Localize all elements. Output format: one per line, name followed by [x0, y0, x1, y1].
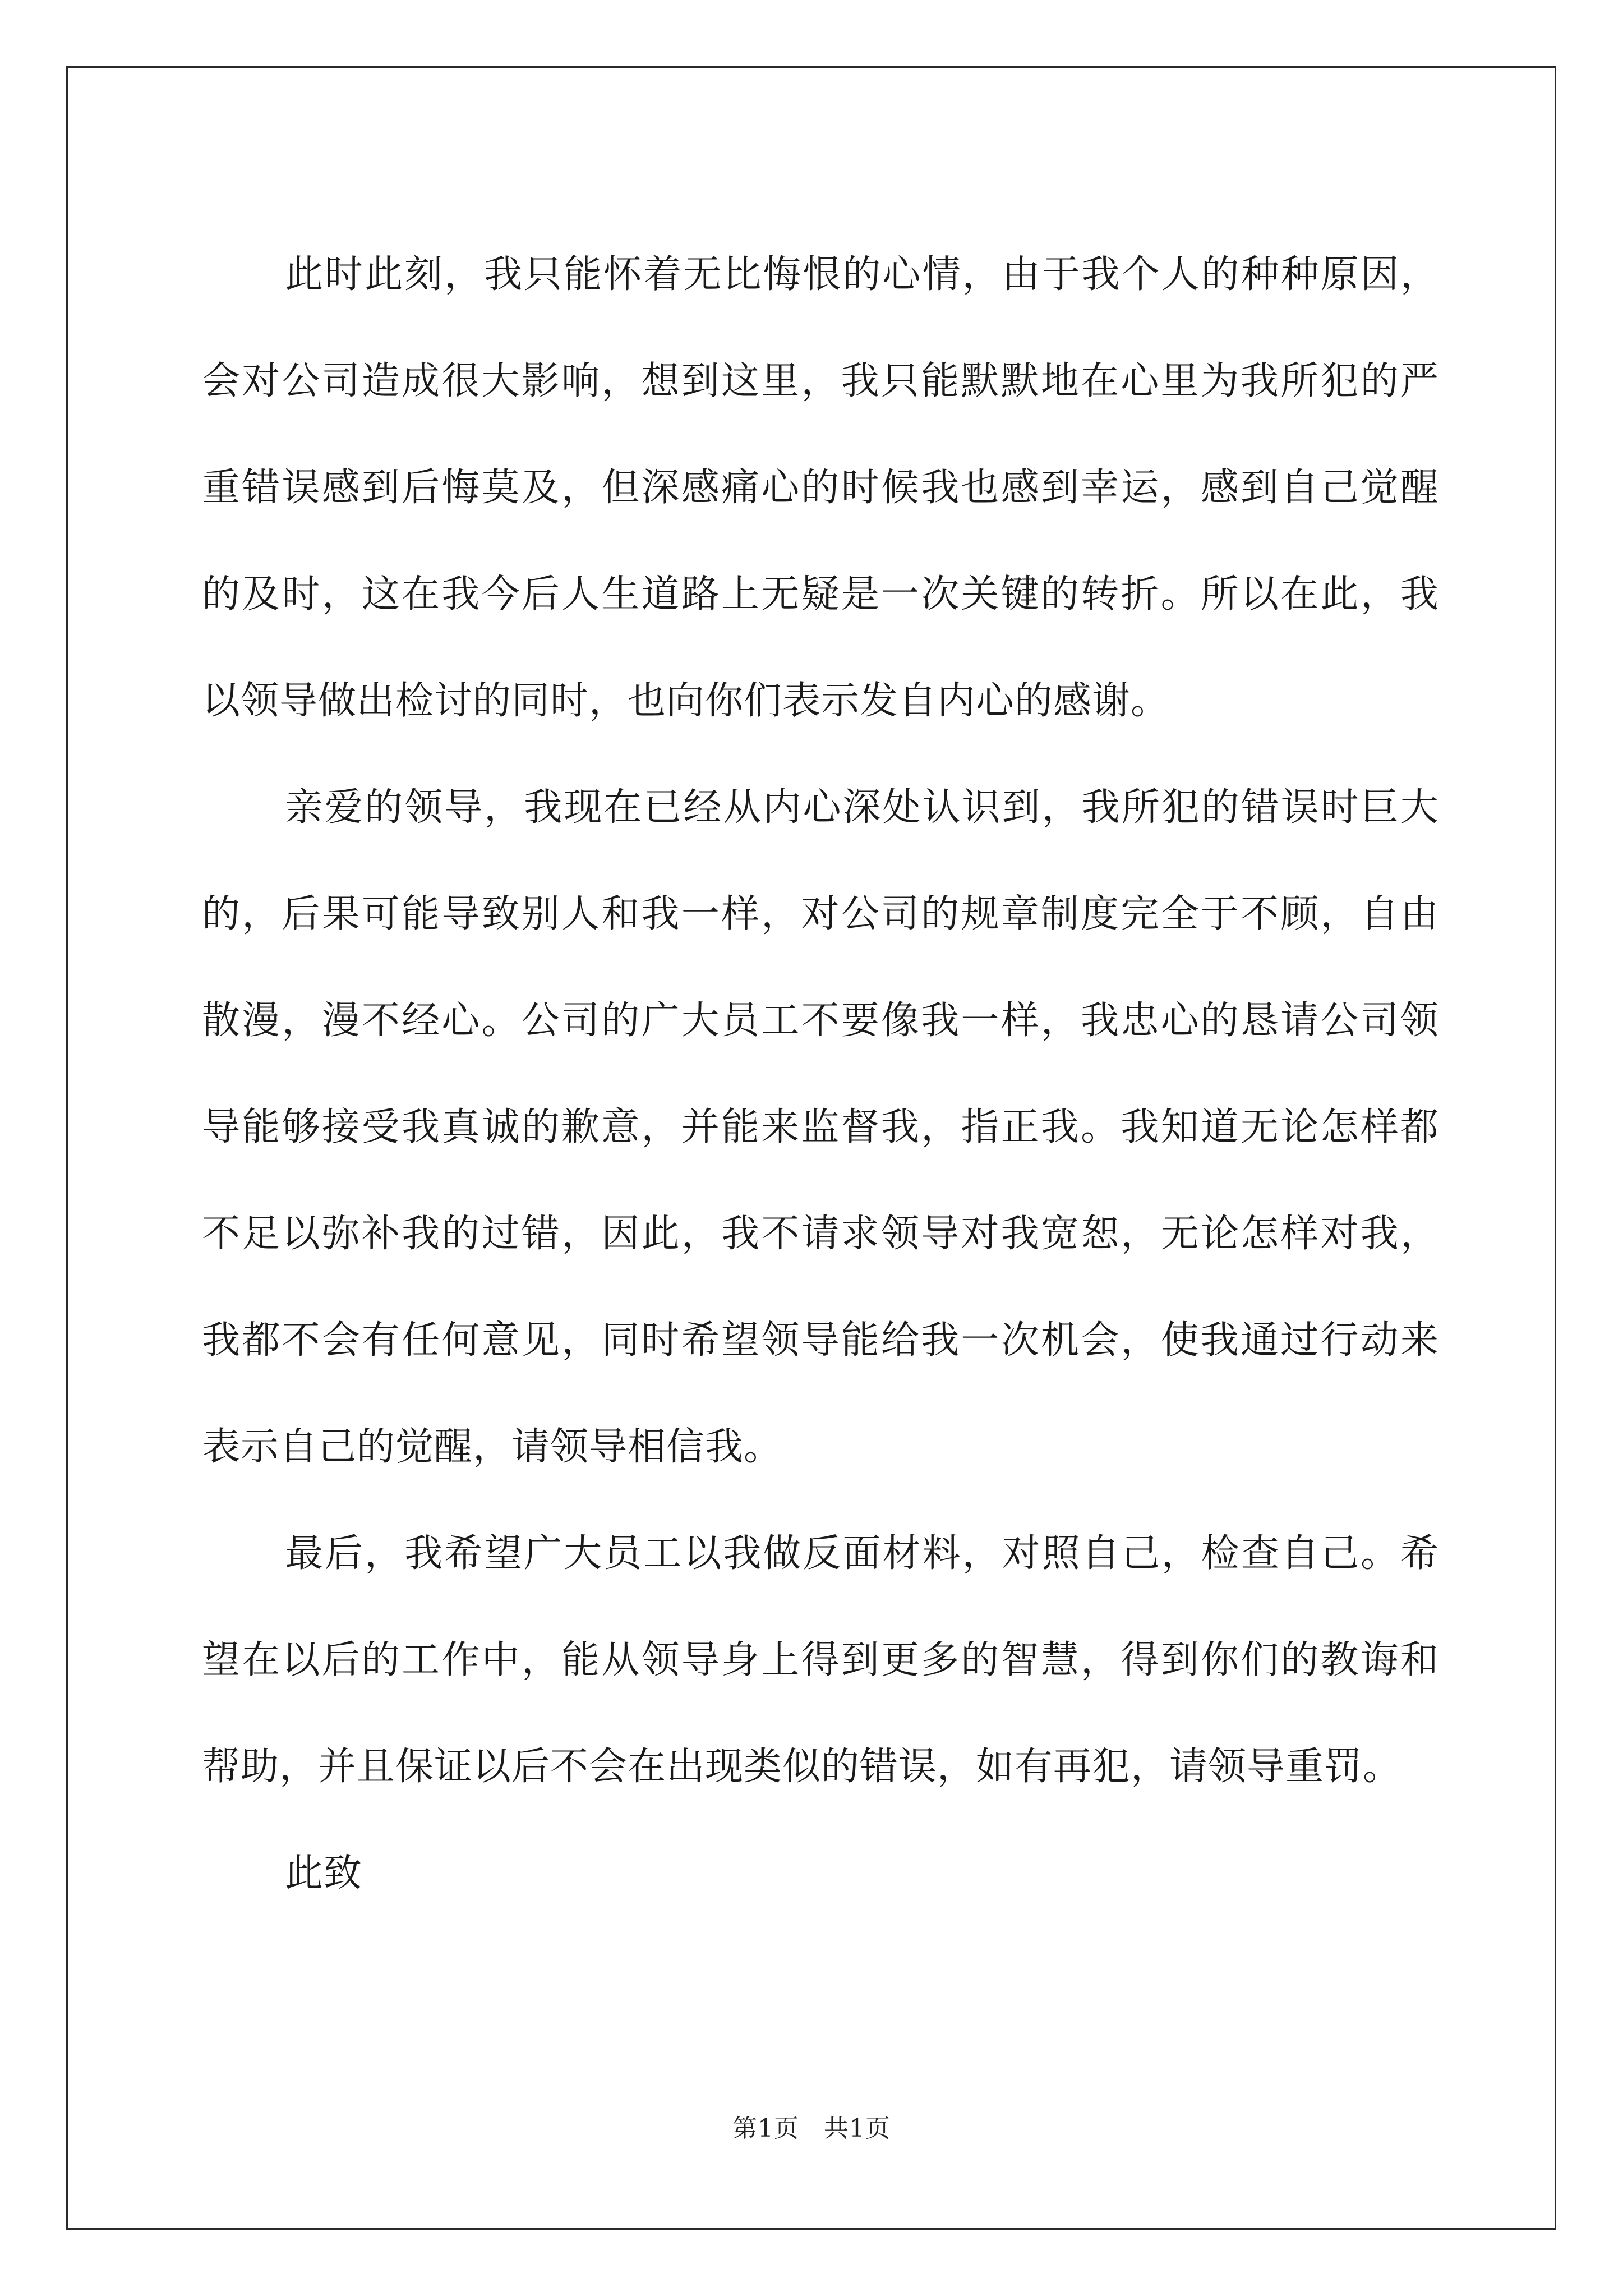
closing-salutation: 此致 — [285, 1851, 363, 1895]
page-total: 共1页 — [824, 2114, 891, 2143]
page-number: 第1页 — [732, 2114, 799, 2143]
paragraph-2: 亲爱的领导，我现在已经从内心深处认识到，我所犯的错误时巨大的，后果可能导致别人和我一样，对公司的规章制度完全于不顾，自由散漫，漫不经心。公司的广大员工不要像我一样，我忠心的恳请公司领导能够接受我真诚的歉意，并能来监督我，指正我。我知道无论怎样都不足以弥补我的过错，因此，我不请求领导对我宽恕，无论怎样对我，我都不会有任何意见，同时希望领导能给我一次机会，使我通过行动来表示自己的觉醒，请领导相信我。 — [202, 785, 1439, 1469]
page-footer — [0, 2108, 1623, 2144]
paragraph-3: 最后，我希望广大员工以我做反面材料，对照自己，检查自己。希望在以后的工作中，能从领导身上得到更多的智慧，得到你们的教诲和帮助，并且保证以后不会在出现类似的错误，如有再犯，请领导重罚。 — [202, 1531, 1439, 1789]
paragraph-1: 此时此刻，我只能怀着无比悔恨的心情，由于我个人的种种原因，会对公司造成很大影响，想到这里，我只能默默地在心里为我所犯的严重错误感到后悔莫及，但深感痛心的时候我也感到幸运，感到自己觉醒的及时，这在我今后人生道路上无疑是一次关键的转折。所以在此，我以领导做出检讨的同时，也向你们表示发自内心的感谢。 — [202, 252, 1439, 723]
document-body — [202, 222, 1439, 1927]
